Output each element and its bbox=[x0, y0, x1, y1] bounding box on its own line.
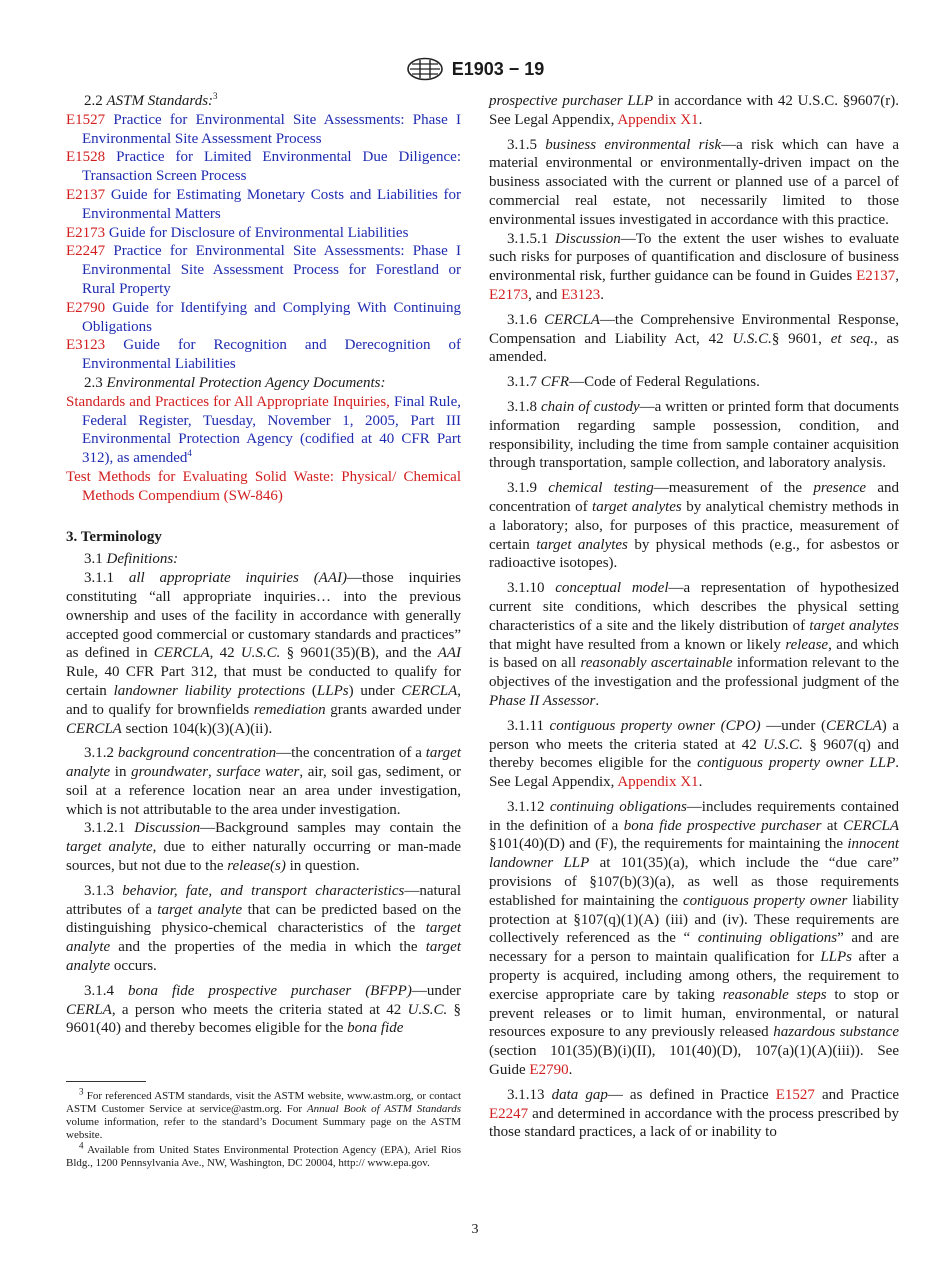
left-column bbox=[66, 92, 461, 1038]
definition-3-1-2: 3.1.2 background concentration—the concentration of a target analyte in groundwater, surface water, air, soil gas, sediment, or soil at a reference location near an area under investigation, which is not attributable to the area under investigation. bbox=[66, 745, 462, 818]
definition-3-1-6: 3.1.6 CERCLA—the Comprehensive Environmental Response, Compensation and Liability Act, 42 U.S.C.§ 9601, et seq., as amended. bbox=[489, 311, 900, 366]
page-number: 3 bbox=[471, 1222, 479, 1237]
section-3-heading: 3. Terminology bbox=[66, 528, 162, 545]
appendix-x1-link-2[interactable]: Appendix X1 bbox=[617, 774, 699, 791]
reference-e2247[interactable]: E2247 Practice for Environmental Site Assessments: Phase I Environmental Site Assessment Process for Forestland or Rural Property bbox=[66, 243, 462, 297]
definition-3-1-5: 3.1.5 business environmental risk—a risk which can have a material environmental or environmentally-driven impact on the business associated with the current or planned use of a parcel of commercial real estate, not necessarily limited to those environmental issues investigated in accordance with this practice. bbox=[489, 136, 899, 228]
definition-3-1-11: 3.1.11 contiguous property owner (CPO) —under (CERCLA) a person who meets the criteria stated at 42 U.S.C. § 9607(q) and thereby becomes eligible for the contiguous property owner LLP. See Legal Appendix, Appendix X1. bbox=[489, 717, 900, 791]
reference-epa-aai-rule[interactable]: Standards and Practices for All Appropriate Inquiries, Final Rule, Federal Register, Tuesday, November 1, 2005, Part III Environmental Protection Agency (codified at 40 CFR Part 312), as amended$^4$ bbox=[66, 393, 461, 467]
definition-3-1-3: 3.1.3 behavior, fate, and transport characteristics—natural attributes of a target analyte that can be predicted based on the distinguishing physico-chemical characteristics of the target analyte and the properties of the media in which the target analyte occurs. bbox=[66, 882, 462, 975]
definition-3-1-4: 3.1.4 bona fide prospective purchaser (BFPP)—under CERLA, a person who meets the criteria stated at 42 U.S.C. § 9601(40) and thereby becomes eligible for the bona fide bbox=[66, 982, 461, 1037]
right-column bbox=[489, 92, 899, 1142]
footnote-3: $^3$ For referenced ASTM standards, visit the ASTM website, www.astm.org, or contact ASTM Customer Service at service@astm.org. For Annual Book of ASTM Standards volume information, refer to the standard’s Document Summary page on the ASTM website. bbox=[66, 1086, 461, 1141]
definition-3-1-9: 3.1.9 chemical testing—measurement of the presence and concentration of target analytes by analytical chemistry methods in a laboratory; also, for purposes of this practice, measurement of certain target analytes by physical methods (e.g., for asbestos or radioactive isotopes). bbox=[489, 480, 899, 572]
astm-logo-icon bbox=[406, 57, 444, 81]
standard-designation: E1903 − 19 bbox=[451, 58, 545, 79]
reference-e1528[interactable]: E1528 Practice for Limited Environmental Due Diligence: Transaction Screen Process bbox=[66, 149, 461, 185]
footnote-4: $^4$ Available from United States Environmental Protection Agency (EPA), Ariel Rios Bldg., 1200 Pennsylvania Ave., NW, Washington, DC 20004, http:// www.epa.gov. bbox=[66, 1140, 461, 1169]
reference-e2137[interactable]: E2137 Guide for Estimating Monetary Costs and Liabilities for Environmental Matters bbox=[66, 186, 462, 222]
page-header bbox=[0, 57, 950, 83]
definition-3-1-12: 3.1.12 continuing obligations—includes requirements contained in the definition of a bona fide prospective purchaser at CERCLA §101(40)(D) and (F), the requirements for maintaining the innocent landowner LLP at 101(35)(a), which include the “due care” provisions of §107(b)(3)(a), as well as those requirements established for maintaining the contiguous property owner liability protection at §107(q)(1)(A) (iii) and (iv). These requirements are collectively referenced as the “ continuing obligations” and are necessary for a person to maintain qualification for LLPs after a property is acquired, including among others, the requirement to exercise appropriate care by taking reasonable steps to stop or prevent releases or to limit human, environmental, or natural resources exposure to any previously released hazardous substance (section 101(35)(B)(i)(II), 101(40)(D), 107(a)(1)(A)(iii)). See Guide E2790. bbox=[489, 798, 900, 1079]
reference-e3123[interactable]: E3123 Guide for Recognition and Derecognition of Environmental Liabilities bbox=[66, 337, 462, 373]
discussion-3-1-5-1: 3.1.5.1 Discussion—To the extent the user wishes to evaluate such risks for purposes of quantification and disclosure of business environmental risk, further guidance can be found in Guides E2137, E2173, and E3123. bbox=[489, 230, 900, 303]
reference-e2173[interactable]: E2173 Guide for Disclosure of Environmental Liabilities bbox=[66, 224, 409, 241]
e2137-link[interactable]: E2137 bbox=[856, 268, 896, 285]
definition-3-1-10: 3.1.10 conceptual model—a representation of hypothesized current site conditions, which describes the physical setting characteristics of a site and the likely distribution of target analytes that might have resulted from a known or likely release, and which is based on all reasonably ascertainable information relevant to the objectives of the investigation and the professional judgment of the Phase II Assessor. bbox=[489, 580, 900, 709]
footnotes bbox=[66, 1081, 461, 1172]
reference-sw846[interactable]: Test Methods for Evaluating Solid Waste: Physical/ Chemical Methods Compendium (SW-846) bbox=[66, 468, 461, 504]
e2790-link[interactable]: E2790 bbox=[529, 1062, 569, 1079]
e2173-link[interactable]: E2173 bbox=[489, 286, 529, 303]
section-2-2-heading: 2.2 ASTM Standards:$^3$ bbox=[84, 91, 218, 109]
footnote-rule bbox=[66, 1081, 146, 1082]
definition-3-1-8: 3.1.8 chain of custody—a written or printed form that documents information regarding sample possession, condition, and responsibility, including the time from sample container acquisition through transportation, sample collection, and laboratory analysis. bbox=[489, 398, 899, 472]
e3123-link[interactable]: E3123 bbox=[561, 286, 601, 303]
section-2-3-heading: 2.3 Environmental Protection Agency Documents: bbox=[84, 374, 386, 391]
discussion-3-1-2-1: 3.1.2.1 Discussion—Background samples may contain the target analyte, due to either naturally occurring or man-made sources, but not due to the release(s) in question. bbox=[66, 820, 461, 875]
e2247-link[interactable]: E2247 bbox=[489, 1105, 529, 1122]
astm-reference-list bbox=[66, 111, 461, 374]
e1527-link[interactable]: E1527 bbox=[775, 1086, 815, 1103]
reference-e1527[interactable]: E1527 Practice for Environmental Site Assessments: Phase I Environmental Site Assessment Process bbox=[66, 111, 462, 147]
definition-3-1-13: 3.1.13 data gap— as defined in Practice E1527 and Practice E2247 and determined in accordance with the process prescribed by those standard practices, a lack of or inability to bbox=[489, 1086, 899, 1141]
definition-3-1-4-continued: prospective purchaser LLP in accordance with 42 U.S.C. §9607(r). See Legal Appendix, Appendix X1. bbox=[489, 93, 899, 128]
reference-e2790[interactable]: E2790 Guide for Identifying and Complying With Continuing Obligations bbox=[66, 299, 462, 335]
section-3-1-heading: 3.1 Definitions: bbox=[84, 551, 179, 568]
definition-3-1-1: 3.1.1 all appropriate inquiries (AAI)—those inquiries constituting “all appropriate inquiries… into the previous ownership and uses of the facility in accordance with generally accepted good commercial or customary standards and practices” as defined in CERCLA, 42 U.S.C. § 9601(35)(B), and the AAI Rule, 40 CFR Part 312, that must be conducted to qualify for certain landowner liability protections (LLPs) under CERCLA, and to qualify for brownfields remediation grants awarded under CERCLA section 104(k)(3)(A)(ii). bbox=[66, 570, 462, 737]
appendix-x1-link[interactable]: Appendix X1 bbox=[617, 111, 699, 128]
definition-3-1-7: 3.1.7 CFR—Code of Federal Regulations. bbox=[507, 374, 760, 391]
